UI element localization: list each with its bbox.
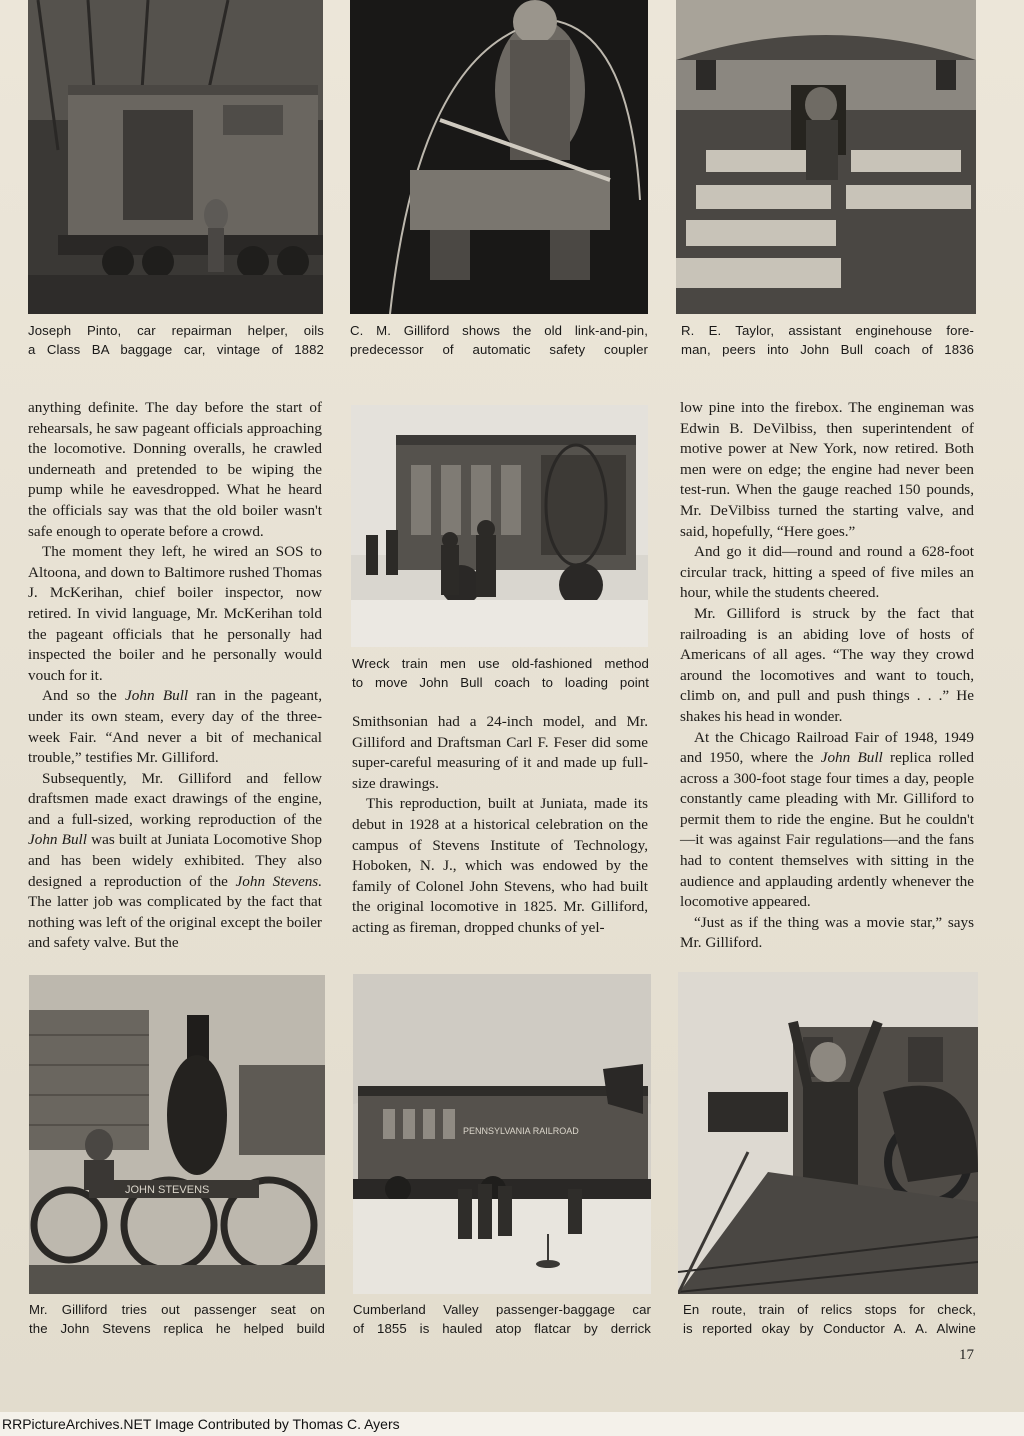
page-number: 17 <box>959 1347 974 1363</box>
photo-cumberland-valley-car <box>353 974 651 1294</box>
caption-top-left: Joseph Pinto, car repairman helper, oils a Class BA baggage car, vintage of 1882 <box>28 323 324 357</box>
caption-top-center: C. M. Gilliford shows the old link-and-pin, predecessor of automatic safety coupler <box>350 323 648 357</box>
caption-bottom-left: Mr. Gilliford tries out passenger seat on the John Stevens replica he helped build <box>29 1302 325 1336</box>
col3-paragraph-2: And go it did—round and round a 628-foot circular track, hitting a speed of five miles an hour, while the students cheered. <box>680 543 974 602</box>
article-column-2 <box>352 712 648 939</box>
photo-train-of-relics <box>678 972 978 1294</box>
article-column-1 <box>28 398 322 954</box>
photo-link-and-pin <box>350 0 648 314</box>
photo-coach-interior <box>676 0 976 314</box>
caption-bottom-right: En route, train of relics stops for check, is reported okay by Conductor A. A. Alwine <box>683 1302 976 1336</box>
col3-paragraph-4: At the Chicago Railroad Fair of 1948, 1949 and 1950, where the John Bull replica rolled across a 300-foot stage four times a day, people constantly came pleading with Mr. Gilliford to permit them to ride the engine. But he couldn't—it was against Fair regulations—and the fans had to content themselves with sitting in the audience and applauding ardently whenever the locomotive appeared. <box>680 728 974 911</box>
col1-paragraph-4: Subsequently, Mr. Gilliford and fellow draftsmen made exact drawings of the engine, and a full-sized, working reproduction of the John Bull was built at Juniata Locomotive Shop and has been widely exhibited. They also designed a reproduction of the John Stevens. The latter job was complicated by the fact that nothing was left of the original except the boiler and safety valve. But the <box>28 769 322 952</box>
col3-paragraph-3: Mr. Gilliford is struck by the fact that railroading is an abiding love of hosts of Americans of all ages. “The way they crowd around the locomotives and want to touch, climb on, and pull and push things . . .” He shakes his head in wonder. <box>680 604 974 725</box>
article-column-3 <box>680 398 974 954</box>
caption-bottom-center: Cumberland Valley passenger-baggage car of 1855 is hauled atop flatcar by derrick <box>353 1302 651 1336</box>
col2-paragraph-1: Smithsonian had a 24-inch model, and Mr. Gilliford and Draftsman Carl F. Feser did some super-careful measuring of it and made up full-size drawings. <box>352 713 648 792</box>
image-credit: RRPictureArchives.NET Image Contributed by Thomas C. Ayers <box>0 1412 1024 1436</box>
col1-paragraph-2: The moment they left, he wired an SOS to Altoona, and down to Baltimore rushed Thomas J. McKerihan, chief boiler inspector, now retired. In vivid language, Mr. McKerihan told the pageant officials that he personally had inspected the boiler and he personally would vouch for it. <box>28 543 322 684</box>
photo-baggage-car <box>28 0 323 314</box>
locomotive-lettering: JOHN STEVENS <box>125 1184 210 1196</box>
col3-paragraph-5: “Just as if the thing was a movie star,” says Mr. Gilliford. <box>680 913 974 952</box>
col2-paragraph-2: This reproduction, built at Juniata, made its debut in 1928 at a historical celebration on the campus of Stevens Institute of Technology, Hoboken, N. J., which was endowed by the family of Colonel John Stevens, who had built the original locomotive in 1825. Mr. Gilliford, acting as fireman, dropped chunks of yel- <box>352 795 648 936</box>
car-lettering: PENNSYLVANIA RAILROAD <box>463 1126 579 1136</box>
col1-paragraph-3: And so the John Bull ran in the pageant, under its own steam, every day of the three-week Fair. “And never a bit of mechanical trouble,” testifies Mr. Gilliford. <box>28 687 322 767</box>
col3-paragraph-1: low pine into the firebox. The engineman was Edwin B. DeVilbiss, then superintendent of motive power at New York, now retired. Both men were on edge; the engine had never been test-run. When the gauge reached 150 pounds, Mr. DeVilbiss turned the starting valve, and said, hopefully, “Here goes.” <box>680 399 974 540</box>
col1-paragraph-1: anything definite. The day before the start of rehearsals, he saw pageant officials approaching the locomotive. Donning overalls, he crawled underneath and pretended to be wiping the pump while he eavesdropped. What he heard the officials say was that the old boiler wasn't safe enough to operate before a crowd. <box>28 399 322 540</box>
photo-john-stevens-replica <box>29 975 325 1294</box>
photo-moving-coach <box>351 405 648 647</box>
caption-middle: Wreck train men use old-fashioned method to move John Bull coach to loading point <box>352 656 649 690</box>
caption-top-right: R. E. Taylor, assistant enginehouse fore- man, peers into John Bull coach of 1836 <box>681 323 974 357</box>
